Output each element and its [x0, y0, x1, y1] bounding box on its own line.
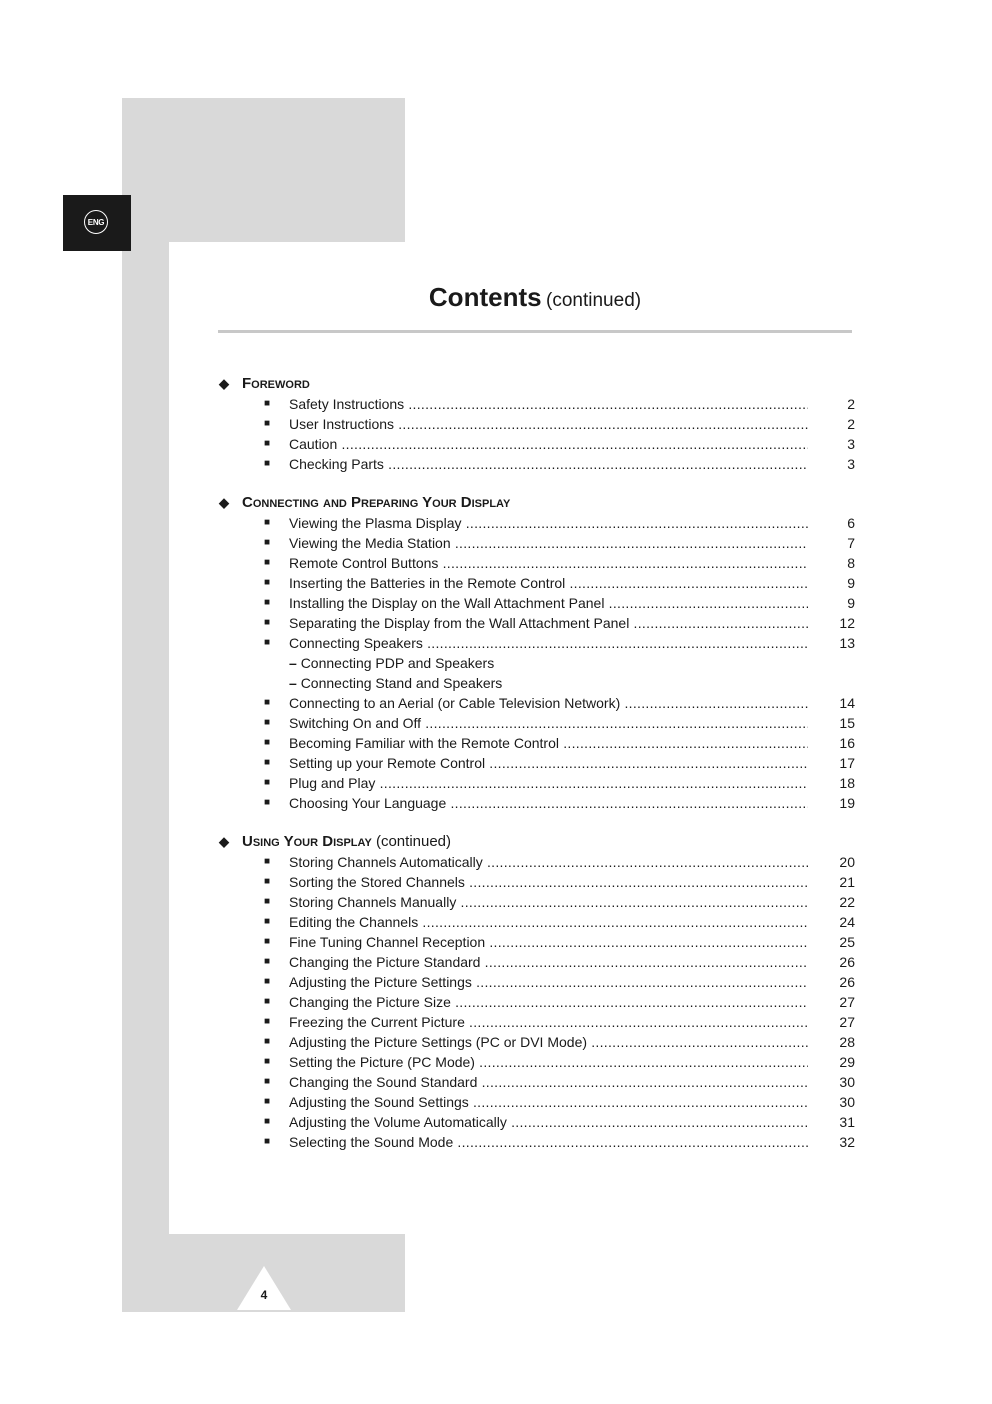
toc-entry-page: 27 [839, 1014, 855, 1030]
square-bullet-icon: ■ [264, 458, 271, 469]
toc-entry[interactable] [219, 553, 859, 573]
square-bullet-icon: ■ [264, 737, 271, 748]
toc-subentry-label: Connecting PDP and Speakers [300, 655, 495, 671]
toc-entry-label: Storing Channels Automatically ..... [289, 852, 808, 872]
table-of-contents [219, 374, 859, 1171]
toc-entry-page: 12 [839, 615, 855, 631]
toc-entry-label: Adjusting the Sound Settings ..... [289, 1092, 808, 1112]
toc-entry[interactable] [219, 972, 859, 992]
toc-entry-page: 2 [847, 416, 855, 432]
toc-entry-label: User Instructions ..... [289, 414, 808, 434]
section-heading-text: Using Your Display [242, 833, 372, 850]
square-bullet-icon: ■ [264, 1096, 271, 1107]
toc-entry-page: 6 [847, 515, 855, 531]
toc-entry-label: Adjusting the Volume Automatically ..... [289, 1112, 808, 1132]
toc-entry-label: Switching On and Off ..... [289, 713, 808, 733]
toc-subentry[interactable] [219, 673, 859, 693]
toc-entry[interactable] [219, 753, 859, 773]
toc-entry[interactable] [219, 733, 859, 753]
toc-entry-label: Adjusting the Picture Settings (PC or DVI Mode) ..... [289, 1032, 808, 1052]
toc-entry[interactable] [219, 1032, 859, 1052]
toc-entry-page: 19 [839, 795, 855, 811]
toc-entry[interactable] [219, 454, 859, 474]
toc-entry[interactable] [219, 573, 859, 593]
square-bullet-icon: ■ [264, 637, 271, 648]
toc-entry-label: Setting up your Remote Control ..... [289, 753, 808, 773]
toc-entry[interactable] [219, 434, 859, 454]
dash-bullet-icon: – [289, 655, 301, 671]
toc-entry-page: 16 [839, 735, 855, 751]
section-heading [219, 374, 859, 394]
toc-entry-page: 25 [839, 934, 855, 950]
toc-entry-page: 2 [847, 396, 855, 412]
toc-entry-label: Viewing the Media Station ..... [289, 533, 808, 553]
toc-entry-page: 29 [839, 1054, 855, 1070]
toc-entry-label: Connecting Speakers ..... [289, 633, 808, 653]
square-bullet-icon: ■ [264, 1136, 271, 1147]
toc-entry-page: 24 [839, 914, 855, 930]
square-bullet-icon: ■ [264, 1116, 271, 1127]
toc-entry-page: 14 [839, 695, 855, 711]
section-heading-text: Foreword [242, 375, 310, 392]
square-bullet-icon: ■ [264, 398, 271, 409]
toc-entry[interactable] [219, 633, 859, 653]
square-bullet-icon: ■ [264, 1036, 271, 1047]
square-bullet-icon: ■ [264, 597, 271, 608]
toc-entry[interactable] [219, 852, 859, 872]
section-heading-suffix: (continued) [375, 833, 452, 850]
square-bullet-icon: ■ [264, 956, 271, 967]
toc-entry-label: Plug and Play ..... [289, 773, 808, 793]
square-bullet-icon: ■ [264, 617, 271, 628]
toc-entry[interactable] [219, 932, 859, 952]
toc-section [219, 493, 859, 813]
toc-entry-label: Caution ..... [289, 434, 808, 454]
toc-entry[interactable] [219, 793, 859, 813]
square-bullet-icon: ■ [264, 557, 271, 568]
toc-entry-label: Changing the Picture Size ..... [289, 992, 808, 1012]
toc-entry-label: Changing the Sound Standard ..... [289, 1072, 808, 1092]
diamond-bullet-icon: ◆ [219, 495, 229, 510]
page-number: 4 [260, 1288, 268, 1302]
toc-entry-label: Viewing the Plasma Display ..... [289, 513, 808, 533]
square-bullet-icon: ■ [264, 777, 271, 788]
toc-entry[interactable] [219, 533, 859, 553]
toc-entry-page: 3 [847, 456, 855, 472]
toc-subentry-label: Connecting Stand and Speakers [300, 675, 503, 691]
toc-entry-page: 3 [847, 436, 855, 452]
section-heading [219, 832, 859, 852]
toc-entry-label: Changing the Picture Standard ..... [289, 952, 808, 972]
toc-entry-label: Safety Instructions ..... [289, 394, 808, 414]
page-title [218, 282, 852, 313]
toc-entry-label: Fine Tuning Channel Reception ..... [289, 932, 808, 952]
square-bullet-icon: ■ [264, 717, 271, 728]
square-bullet-icon: ■ [264, 876, 271, 887]
toc-entry[interactable] [219, 773, 859, 793]
toc-entry-label: Setting the Picture (PC Mode) ..... [289, 1052, 808, 1072]
toc-entry-page: 13 [839, 635, 855, 651]
toc-entry-label: Freezing the Current Picture ..... [289, 1012, 808, 1032]
toc-entry-label: Checking Parts ..... [289, 454, 808, 474]
title-subtitle: (continued) [546, 290, 642, 311]
square-bullet-icon: ■ [264, 537, 271, 548]
toc-entry-page: 18 [839, 775, 855, 791]
toc-entry-page: 17 [839, 755, 855, 771]
toc-entry-page: 9 [847, 575, 855, 591]
toc-entry[interactable] [219, 872, 859, 892]
toc-entry-label: Editing the Channels ..... [289, 912, 808, 932]
toc-entry[interactable] [219, 414, 859, 434]
toc-entry[interactable] [219, 892, 859, 912]
toc-entry[interactable] [219, 613, 859, 633]
toc-entry[interactable] [219, 394, 859, 414]
toc-entry-page: 26 [839, 974, 855, 990]
toc-entry-label: Becoming Familiar with the Remote Control ..... [289, 733, 808, 753]
toc-entry-page: 9 [847, 595, 855, 611]
toc-entry-label: Separating the Display from the Wall Attachment Panel ..... [289, 613, 808, 633]
section-heading [219, 493, 859, 513]
square-bullet-icon: ■ [264, 418, 271, 429]
toc-entry-label: Connecting to an Aerial (or Cable Television Network) ..... [289, 693, 808, 713]
section-heading-text: Connecting and Preparing Your Display [242, 494, 511, 511]
toc-entry-page: 21 [839, 874, 855, 890]
square-bullet-icon: ■ [264, 517, 271, 528]
square-bullet-icon: ■ [264, 797, 271, 808]
toc-entry-page: 22 [839, 894, 855, 910]
toc-entry-page: 31 [839, 1114, 855, 1130]
square-bullet-icon: ■ [264, 697, 271, 708]
decor-left-gray-strip [122, 242, 169, 1234]
toc-entry-page: 7 [847, 535, 855, 551]
toc-entry-page: 28 [839, 1034, 855, 1050]
toc-section [219, 832, 859, 1152]
toc-entry-label: Inserting the Batteries in the Remote Control ..... [289, 573, 808, 593]
toc-entry[interactable] [219, 1052, 859, 1072]
toc-subentry[interactable] [219, 653, 859, 673]
square-bullet-icon: ■ [264, 1016, 271, 1027]
toc-entry-label: Remote Control Buttons ..... [289, 553, 808, 573]
square-bullet-icon: ■ [264, 916, 271, 927]
square-bullet-icon: ■ [264, 856, 271, 867]
toc-entry-label: Installing the Display on the Wall Attachment Panel ..... [289, 593, 808, 613]
toc-entry-page: 8 [847, 555, 855, 571]
toc-entry[interactable] [219, 713, 859, 733]
toc-entry[interactable] [219, 992, 859, 1012]
toc-entry-label: Storing Channels Manually ..... [289, 892, 808, 912]
toc-entry-page: 26 [839, 954, 855, 970]
toc-entry-label: Adjusting the Picture Settings ..... [289, 972, 808, 992]
toc-section [219, 374, 859, 474]
toc-entry[interactable] [219, 1072, 859, 1092]
toc-entry-label: Sorting the Stored Channels ..... [289, 872, 808, 892]
diamond-bullet-icon: ◆ [219, 834, 229, 849]
toc-entry-page: 30 [839, 1074, 855, 1090]
title-main: Contents [428, 282, 542, 312]
square-bullet-icon: ■ [264, 936, 271, 947]
toc-subentry-wrapper [289, 673, 502, 693]
square-bullet-icon: ■ [264, 438, 271, 449]
toc-entry[interactable] [219, 593, 859, 613]
toc-entry-page: 27 [839, 994, 855, 1010]
toc-entry[interactable] [219, 513, 859, 533]
toc-entry[interactable] [219, 693, 859, 713]
decor-top-gray-block [122, 98, 405, 242]
language-tab [63, 195, 131, 251]
square-bullet-icon: ■ [264, 996, 271, 1007]
eng-badge-icon: ENG [84, 210, 108, 234]
square-bullet-icon: ■ [264, 976, 271, 987]
diamond-bullet-icon: ◆ [219, 376, 229, 391]
toc-entry[interactable] [219, 912, 859, 932]
toc-entry-page: 20 [839, 854, 855, 870]
toc-entry[interactable] [219, 952, 859, 972]
toc-entry[interactable] [219, 1092, 859, 1112]
toc-subentry-wrapper [289, 653, 494, 673]
toc-entry-page: 30 [839, 1094, 855, 1110]
square-bullet-icon: ■ [264, 1056, 271, 1067]
toc-entry[interactable] [219, 1132, 859, 1152]
square-bullet-icon: ■ [264, 757, 271, 768]
toc-entry-page: 15 [839, 715, 855, 731]
toc-entry[interactable] [219, 1112, 859, 1132]
toc-entry-label: Selecting the Sound Mode ..... [289, 1132, 808, 1152]
toc-entry[interactable] [219, 1012, 859, 1032]
toc-entry-page: 32 [839, 1134, 855, 1150]
title-divider [218, 330, 852, 333]
square-bullet-icon: ■ [264, 577, 271, 588]
dash-bullet-icon: – [289, 675, 301, 691]
toc-entry-label: Choosing Your Language ..... [289, 793, 808, 813]
square-bullet-icon: ■ [264, 1076, 271, 1087]
square-bullet-icon: ■ [264, 896, 271, 907]
